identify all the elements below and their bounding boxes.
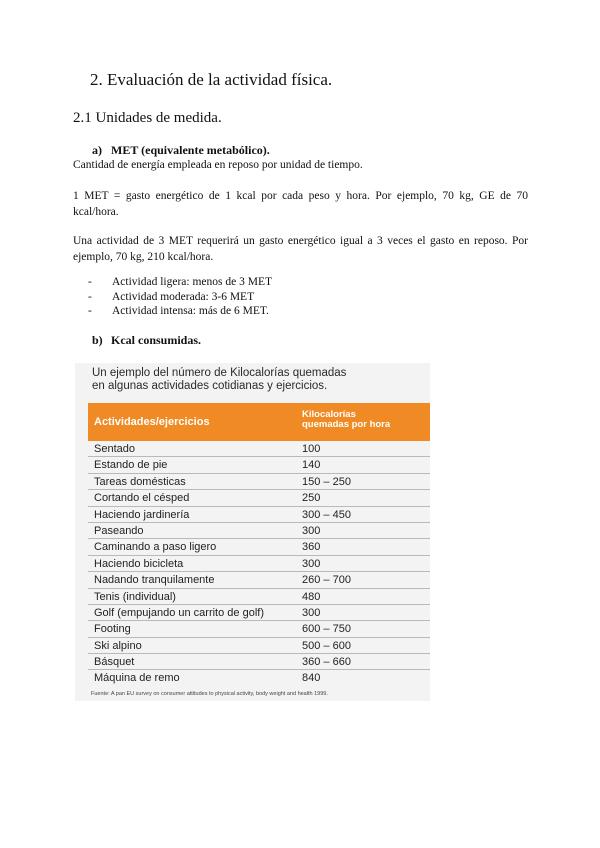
kcal-cell: 300: [302, 606, 321, 619]
bullet-dash: -: [88, 290, 92, 303]
kcal-cell: 150 – 250: [302, 475, 351, 488]
item-a-marker: a): [92, 143, 102, 157]
kcal-cell: 360: [302, 541, 321, 554]
activity-cell: Paseando: [94, 524, 144, 537]
table-row: [88, 589, 430, 605]
table-row: [88, 572, 430, 588]
activity-cell: Estando de pie: [94, 459, 168, 472]
met-definition: Cantidad de energía empleada en reposo por unidad de tiempo.: [73, 159, 363, 171]
activity-cell: Tenis (individual): [94, 590, 176, 603]
list-item: [88, 290, 272, 305]
kcal-cell: 360 – 660: [302, 656, 351, 669]
bullet-dash: -: [88, 276, 92, 288]
table-row: [88, 638, 430, 654]
kcal-cell: 250: [302, 492, 321, 505]
kcal-cell: 300: [302, 524, 321, 537]
table-row: [88, 474, 430, 490]
table-row: [88, 621, 430, 637]
met-example-line2: ejemplo, 70 kg, 210 kcal/hora.: [73, 251, 214, 263]
table-row: [88, 507, 430, 523]
kcal-cell: 260 – 700: [302, 574, 351, 587]
list-item-text: Actividad moderada: 3-6 MET: [112, 290, 255, 303]
kcal-figure: [75, 363, 430, 701]
kcal-cell: 300 – 450: [302, 508, 351, 521]
table-row: [88, 523, 430, 539]
kcal-cell: 500 – 600: [302, 639, 351, 652]
table-row: [88, 457, 430, 473]
section-title: 2. Evaluación de la actividad física.: [90, 70, 333, 89]
activity-cell: Tareas domésticas: [94, 475, 186, 488]
activity-cell: Cortando el césped: [94, 492, 190, 505]
activity-cell: Footing: [94, 623, 131, 636]
list-item: [88, 304, 272, 319]
kcal-cell: 100: [302, 443, 321, 455]
met-formula-line1: 1 MET = gasto energético de 1 kcal por cada peso y hora. Por ejemplo, 70 kg, GE de 70: [73, 190, 528, 202]
figure-caption-line1: Un ejemplo del número de Kilocalorías quemadas: [92, 367, 347, 379]
kcal-cell: 600 – 750: [302, 623, 351, 636]
met-formula-line2: kcal/hora.: [73, 206, 119, 218]
table-header: [88, 403, 430, 441]
table-row: [88, 654, 430, 670]
table-row: [88, 490, 430, 506]
table-row: [88, 441, 430, 457]
bullet-dash: -: [88, 305, 92, 317]
header-kcal-line1: Kilocalorías: [302, 409, 356, 420]
table-row: [88, 605, 430, 621]
activity-cell: Nadando tranquilamente: [94, 574, 215, 587]
met-example-line1: Una actividad de 3 MET requerirá un gasto energético igual a 3 veces el gasto en reposo. Por: [73, 235, 528, 247]
header-activities: Actividades/ejercicios: [94, 416, 210, 428]
item-b-marker: b): [92, 333, 103, 347]
table-row: [88, 556, 430, 572]
list-item-text: Actividad ligera: menos de 3 MET: [112, 276, 273, 288]
activity-levels-list: [88, 275, 272, 319]
activity-cell: Golf (empujando un carrito de golf): [94, 606, 264, 619]
activity-cell: Haciendo jardinería: [94, 508, 190, 521]
item-a-label: MET (equivalente metabólico).: [111, 143, 270, 157]
figure-caption-line2: en algunas actividades cotidianas y ejercicios.: [92, 380, 328, 392]
subsection-title: 2.1 Unidades de medida.: [73, 110, 222, 126]
kcal-cell: 480: [302, 590, 321, 603]
activity-cell: Caminando a paso ligero: [94, 541, 217, 554]
table-row: [88, 670, 430, 686]
kcal-cell: 140: [302, 459, 321, 472]
header-kcal: [302, 410, 390, 430]
header-kcal-line2: quemadas por hora: [302, 419, 391, 430]
activity-cell: Máquina de remo: [94, 672, 180, 685]
activity-cell: Ski alpino: [94, 639, 142, 652]
activity-cell: Sentado: [94, 443, 135, 455]
kcal-cell: 300: [302, 557, 321, 570]
list-item: [88, 275, 272, 290]
activity-cell: Haciendo bicicleta: [94, 557, 184, 570]
activity-cell: Básquet: [94, 656, 135, 669]
table-row: [88, 539, 430, 555]
kcal-cell: 840: [302, 672, 321, 685]
list-item-text: Actividad intensa: más de 6 MET.: [112, 305, 269, 317]
figure-source: Fuente: A pan EU survey on consumer attitudes to physical activity, body weight and health 1999.: [91, 691, 328, 697]
item-b-label: Kcal consumidas.: [111, 333, 202, 347]
kcal-table: [88, 441, 430, 687]
figure-caption: [92, 367, 427, 393]
